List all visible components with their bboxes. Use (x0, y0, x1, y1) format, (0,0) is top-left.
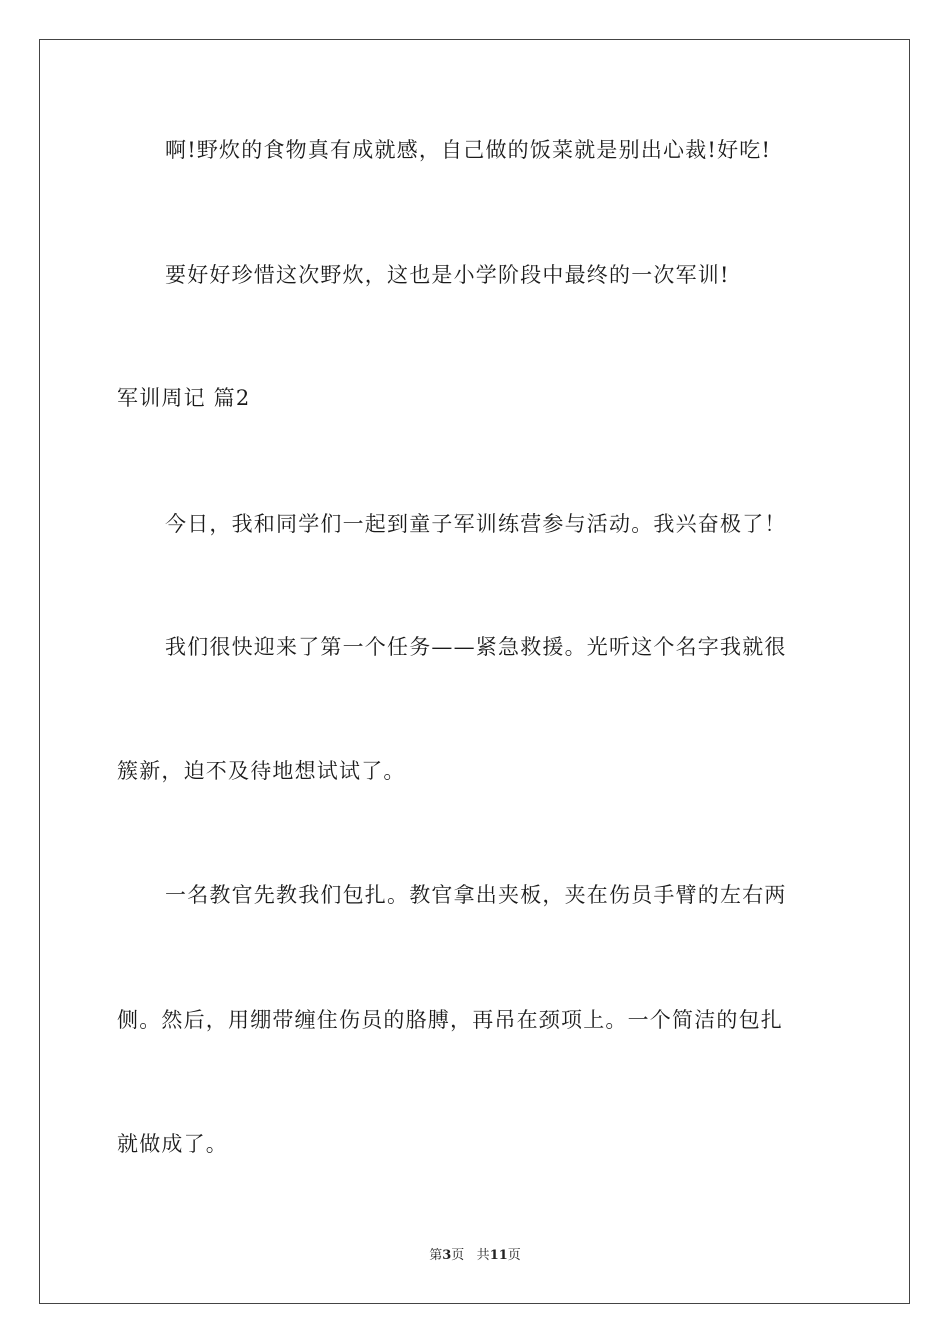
footer-total-prefix: 共 (476, 1248, 490, 1263)
paragraph-line-5: 簇新，迫不及待地想试试了。 (117, 759, 406, 783)
paragraph-line-3: 今日，我和同学们一起到童子军训练营参与活动。我兴奋极了！ (165, 512, 787, 536)
footer-page-suffix: 页 (451, 1248, 465, 1263)
page-footer (0, 1247, 950, 1265)
section-heading: 军训周记 篇2 (117, 386, 251, 410)
page-border (39, 39, 910, 1304)
footer-total-suffix: 页 (507, 1248, 521, 1263)
footer-page-number: 3 (442, 1248, 452, 1263)
paragraph-line-8: 就做成了。 (117, 1132, 228, 1156)
paragraph-line-4: 我们很快迎来了第一个任务——紧急救援。光听这个名字我就很 (165, 635, 787, 659)
footer-page-prefix: 第 (429, 1248, 443, 1263)
footer-total-pages: 11 (489, 1248, 508, 1263)
paragraph-line-1: 啊!野炊的食物真有成就感，自己做的饭菜就是别出心裁!好吃! (165, 138, 772, 162)
paragraph-line-6: 一名教官先教我们包扎。教官拿出夹板，夹在伤员手臂的左右两 (165, 883, 787, 907)
paragraph-line-7: 侧。然后，用绷带缠住伤员的胳膊，再吊在颈项上。一个简洁的包扎 (117, 1008, 783, 1032)
paragraph-line-2: 要好好珍惜这次野炊，这也是小学阶段中最终的一次军训! (165, 263, 730, 287)
